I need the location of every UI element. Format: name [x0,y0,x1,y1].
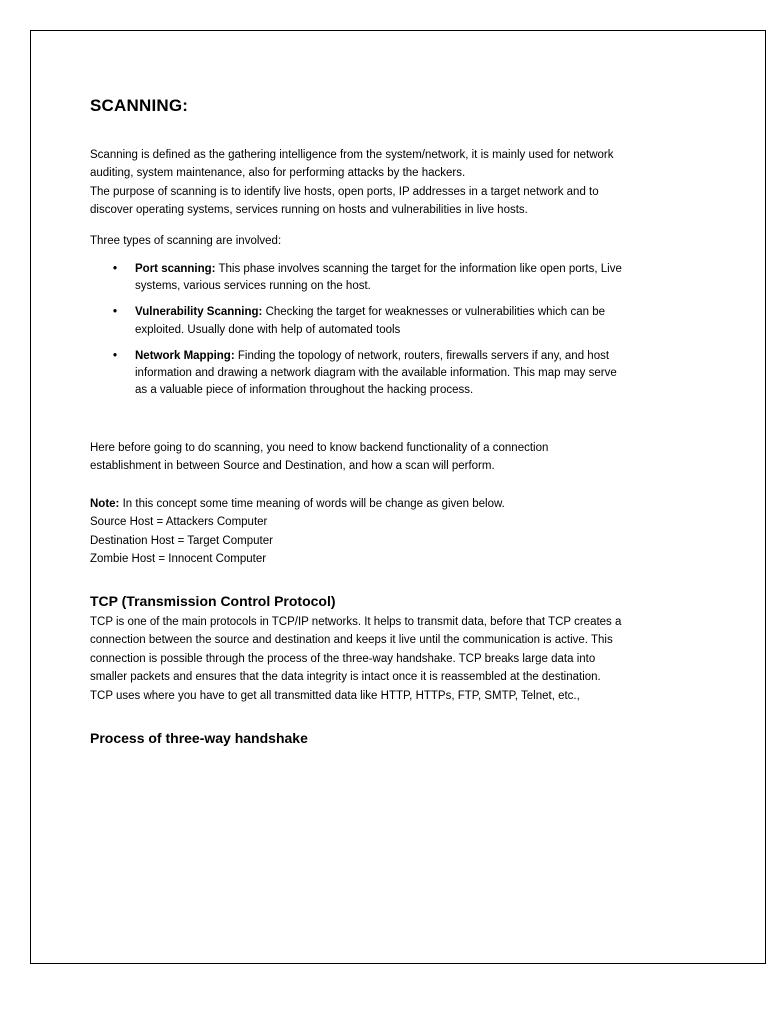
list-item-text: exploited. Usually done with help of automated tools [135,323,401,336]
intro-line: Scanning is defined as the gathering intelligence from the system/network, it is mainly used for network [90,149,614,161]
intro-paragraph [90,146,690,220]
bullet-icon: • [113,306,118,319]
list-item-text: This phase involves scanning the target for the information like open ports, Live [215,263,622,275]
list-item-term: Vulnerability Scanning: [135,306,263,319]
types-intro [90,232,690,250]
mapping-line: Zombie Host = Innocent Computer [90,553,267,566]
backend-paragraph [90,439,690,476]
backend-line: establishment in between Source and Destination, and how a scan will perform. [90,460,495,473]
backend-line: Here before going to do scanning, you need to know backend functionality of a connection [90,442,549,454]
mapping-line: Destination Host = Target Computer [90,534,273,547]
list-item [90,261,690,295]
page-title: SCANNING: [90,96,189,115]
intro-line: The purpose of scanning is to identify live hosts, open ports, IP addresses in a target network and to [90,185,599,198]
handshake-heading: Process of three-way handshake [90,730,308,746]
tcp-heading: TCP (Transmission Control Protocol) [90,593,336,609]
mapping-line: Source Host = Attackers Computer [90,516,268,529]
list-item-text: Finding the topology of network, routers, firewalls servers if any, and host [234,349,610,362]
tcp-line: smaller packets and ensures that the data integrity is intact once it is reassembled at the destination. [90,671,601,684]
scanning-types-list [90,261,690,408]
note-paragraph [90,495,690,569]
tcp-line: connection between the source and destination and keeps it live until the communication is active. This [90,634,613,647]
intro-line: auditing, system maintenance, also for performing attacks by the hackers. [90,167,466,180]
list-item-text: information and drawing a network diagram with the available information. This map may serve [135,367,617,380]
note-label: Note: [90,498,120,510]
list-item [90,348,690,400]
list-item-term: Network Mapping: [135,349,235,362]
bullet-icon: • [113,349,118,362]
types-intro-text: Three types of scanning are involved: [90,235,282,247]
list-item-term: Port scanning: [135,263,216,275]
tcp-line: connection is possible through the process of the three-way handshake. TCP breaks large data into [90,652,596,665]
note-text: In this concept some time meaning of words will be change as given below. [119,498,505,510]
list-item-text: systems, various services running on the host. [135,280,371,293]
list-item-text: as a valuable piece of information throughout the hacking process. [135,384,474,397]
list-item [90,304,690,338]
intro-line: discover operating systems, services running on hosts and vulnerabilities in live hosts. [90,204,528,217]
tcp-line: TCP uses where you have to get all transmitted data like HTTP, HTTPs, FTP, SMTP, Telnet, etc., [90,689,580,702]
tcp-line: TCP is one of the main protocols in TCP/IP networks. It helps to transmit data, before that TCP creates a [90,616,622,628]
list-item-text: Checking the target for weaknesses or vulnerabilities which can be [262,306,605,319]
tcp-paragraph [90,613,690,705]
bullet-icon: • [113,263,118,275]
